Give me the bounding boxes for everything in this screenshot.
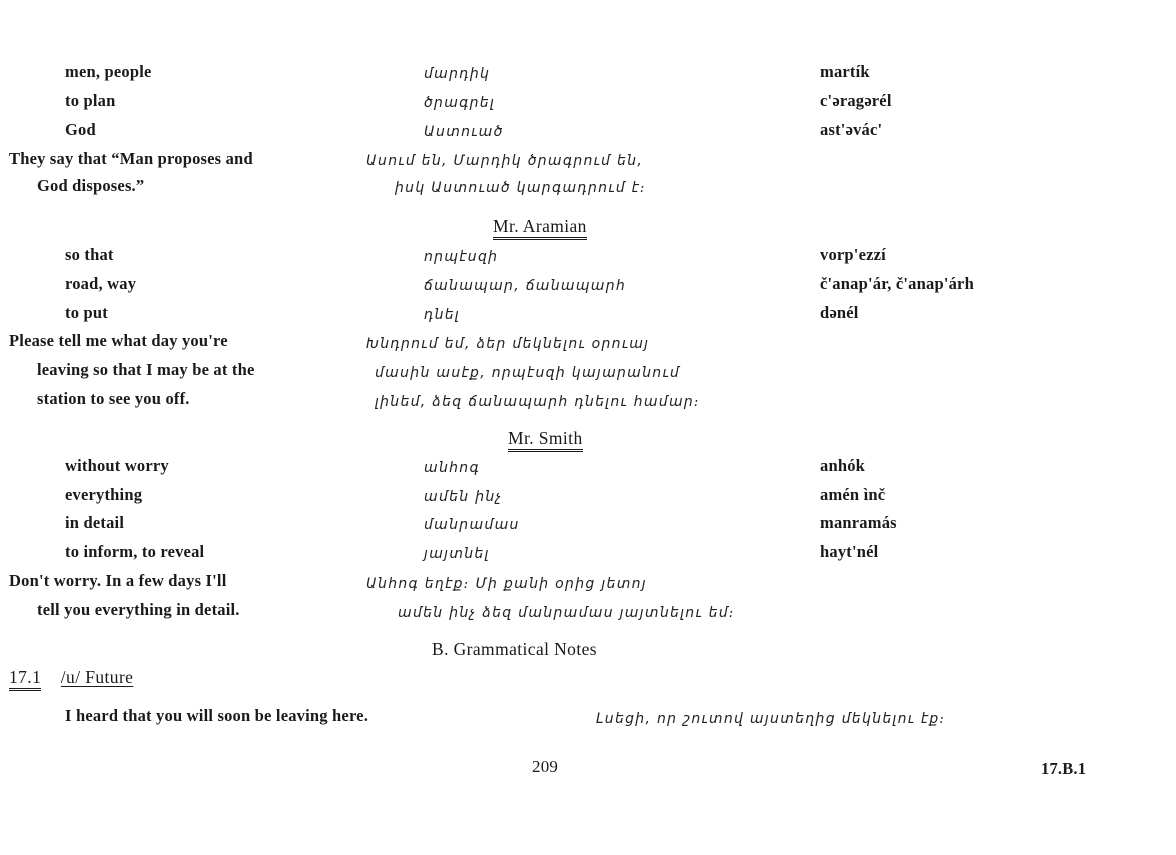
sentence-english-line: They say that “Man proposes and [9,149,253,168]
example-armenian: Լսեցի, որ շուտով այստեղից մեկնելու էք։ [596,711,946,727]
vocab-armenian: ճանապար, ճանապարհ [424,278,627,294]
section-heading: B. Grammatical Notes [432,639,597,659]
vocab-armenian: դնել [424,307,461,323]
vocab-armenian: ամեն ինչ [424,489,503,505]
vocab-transliteration: vorp'ezzí [820,245,886,264]
vocab-english: men, people [65,62,152,81]
section-reference: 17.B.1 [1041,759,1087,778]
speaker-heading-text: Mr. Smith [508,428,583,452]
sentence-armenian-line: լինեմ, ձեզ ճանապարհ դնելու համար։ [375,394,701,410]
vocab-english: to put [65,303,108,322]
vocab-transliteration: amén ìnč [820,485,886,504]
vocab-transliteration: anhók [820,456,866,475]
subsection-title: /u/ Future [60,667,134,687]
sentence-english-line: Don't worry. In a few days I'll [9,571,227,590]
speaker-heading-text: Mr. Aramian [493,216,587,240]
vocab-transliteration: dǝnél [820,303,859,322]
vocab-armenian: անհոգ [424,460,480,476]
vocab-armenian: մանրամաս [424,517,520,533]
sentence-english-line: Please tell me what day you're [9,331,228,350]
vocab-english: in detail [65,513,125,532]
sentence-armenian-line: ամեն ինչ ձեզ մանրամաս յայտնելու եմ։ [398,605,735,621]
vocab-english: road, way [65,274,137,293]
vocab-transliteration: manramás [820,513,897,532]
sentence-armenian-line: մասին ասէք, որպէսզի կայարանում [375,365,681,381]
vocab-transliteration: č'anap'ár, č'anap'árh [820,274,974,293]
vocab-transliteration: ast'ǝvác' [820,120,883,139]
sentence-english-line: leaving so that I may be at the [37,360,255,379]
subsection-number: 17.1 [9,667,41,691]
page-number: 209 [532,757,559,776]
sentence-english-line: station to see you off. [37,389,190,408]
speaker-heading [493,216,587,236]
vocab-english: to inform, to reveal [65,542,205,561]
subsection-heading [9,667,133,687]
sentence-english-line: tell you everything in detail. [37,600,240,619]
vocab-english: to plan [65,91,116,110]
vocab-english: everything [65,485,143,504]
vocab-english: God [65,120,96,139]
example-english: I heard that you will soon be leaving here. [65,706,369,725]
vocab-armenian: որպէսզի [424,249,499,265]
vocab-transliteration: hayt'nél [820,542,879,561]
vocab-transliteration: martík [820,62,870,81]
sentence-english-line: God disposes.” [37,176,145,195]
vocab-armenian: յայտնել [424,546,490,562]
speaker-heading [508,428,583,448]
sentence-armenian-line: իսկ Աստուած կարգադրում է։ [395,180,647,196]
vocab-armenian: ծրագրել [424,95,496,111]
vocab-english: without worry [65,456,169,475]
sentence-armenian-line: Խնդրում եմ, ձեր մեկնելու օրուայ [366,336,650,352]
vocab-armenian: Աստուած [424,124,504,140]
sentence-armenian-line: Ասում են, Մարդիկ ծրագրում են, [366,153,644,169]
vocab-transliteration: c'ǝragǝrél [820,91,892,110]
vocab-armenian: մարդիկ [424,66,491,82]
sentence-armenian-line: Անհոգ եղէք։ Մի քանի օրից յետոյ [366,576,647,592]
vocab-english: so that [65,245,114,264]
